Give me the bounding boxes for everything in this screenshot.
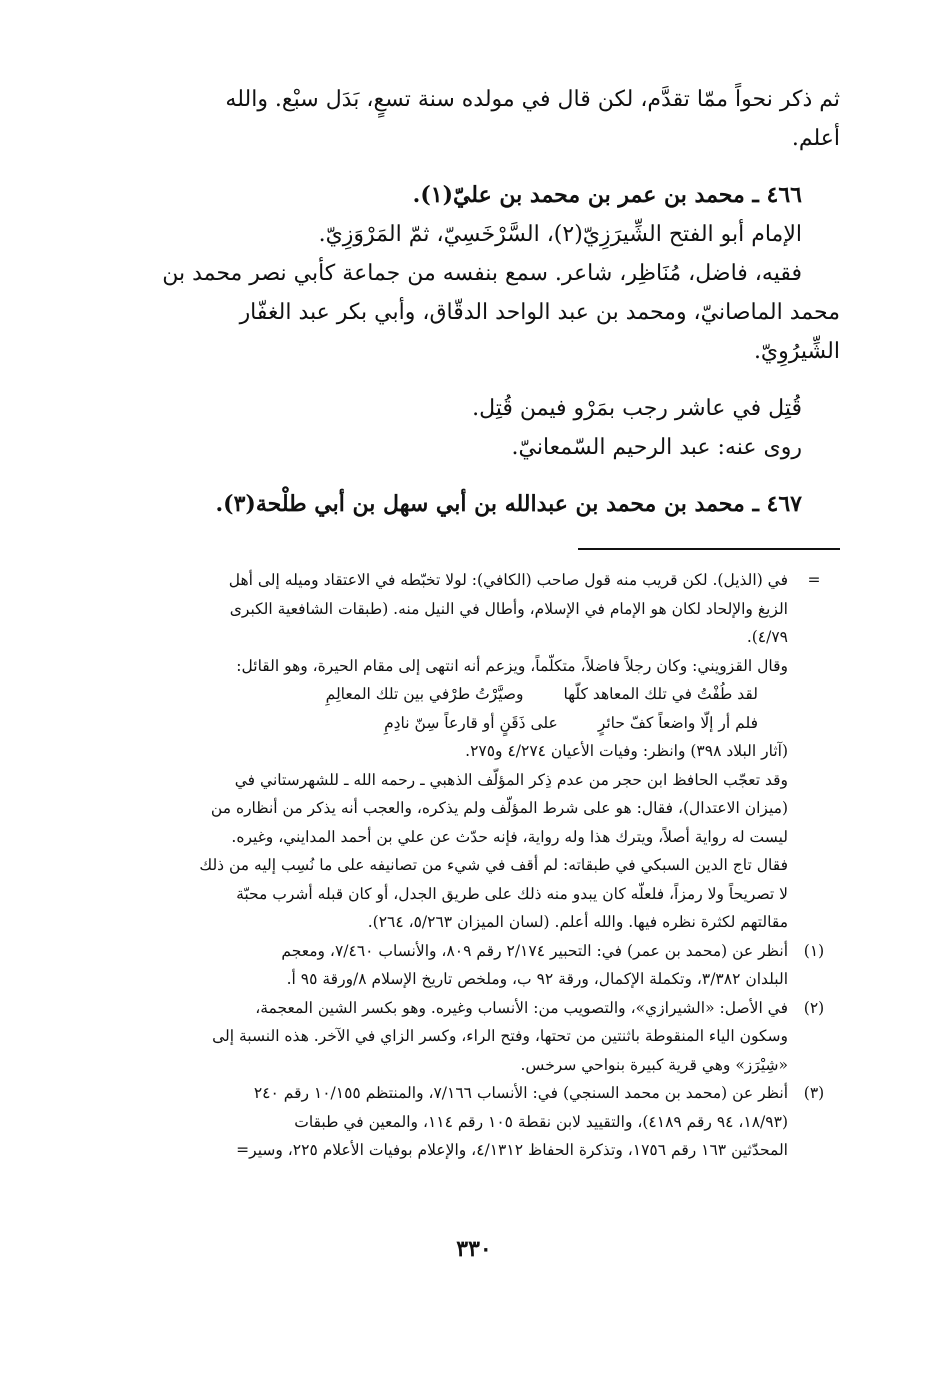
footnote-line: = في (الذيل). لكن قريب منه قول صاحب (الكافي): لولا تخبّطه في الاعتقاد وميله إلى أهل [118,566,840,595]
verse-first-hemistich: لقد طُفْتُ في تلك المعاهد كلّها [563,685,758,703]
footnote-line: وقال القزويني: وكان رجلاً فاضلاً، متكلّماً، ويزعم أنه انتهى إلى مقام الحيرة، وهو القائل: [236,656,788,675]
footnote-line: الزيغ والإلحاد لكان هو الإمام في الإسلام، وأطال في النيل منه. (طبقات الشافعية الكبرى [229,599,788,618]
footnote-line: لا تصريحاً ولا رمزاً، فلعلّه كان يبدو منه ذلك على طريق الجدل، أو كان قبله أشرب محبّة [236,884,788,903]
footnote-line: وسكون الياء المنقوطة باثنتين من تحتها، وفتح الراء، وكسر الزاي في الآخر. هذه النسبة إلى [212,1027,788,1045]
footnote-line: (آثار البلاد ٣٩٨) وانظر: وفيات الأعيان ٤/٢٧٤ و٢٧٥. [465,742,788,760]
verse-second-hemistich: على ذَقَنٍ أو قارعاً سِنّ نادِمِ [384,713,558,732]
verse-second-hemistich: وصيَّرْتُ طرْفي بين تلك المعالِمِ [325,685,524,703]
footnote-line: البلدان ٣/٣٨٢، وتكملة الإكمال، ورقة ٩٢ ب، وملخص تاريخ الإسلام ٨/ورقة ٩٥ أ. [286,970,788,988]
main-text [118,80,840,524]
text-line: فقيه، فاضل، مُنَاظِر، شاعر. سمع بنفسه من جماعة كأبي نصر محمد بن [162,261,802,286]
page-number: ٣٣٠ [456,1236,492,1262]
footnote-line: ليست له رواية أصلاً، ويترك هذا وله رواية، فإنه حدّث عن علي بن أحمد المدايني، وغيره. [231,827,788,846]
entry-heading-466: ٤٦٦ ـ محمد بن عمر بن محمد بن عليّ(١). [412,182,802,208]
poem-verse [118,680,840,709]
text-line: روى عنه: عبد الرحيم السّمعانيّ. [511,435,802,460]
footnote-line: فقال تاج الدين السبكي في طبقاته: لم أقف في شيء من تصانيفه على ما نُسِب إليه من ذلك [199,856,788,874]
continuation-mark: = [807,571,821,589]
text-line: قُتِل في عاشر رجب بمَرْو فيمن قُتِل. [472,396,802,421]
footnote-line: (١٨/٩٣، ٩٤ رقم ٤١٨٩)، والتقييد لابن نقطة ١٠٥ رقم ١١٤، والمعين في طبقات [294,1112,788,1131]
text-line: الإمام أبو الفتح الشِّيرَزِيّ(٢)، السَّرْخَسِيّ، ثمّ المَرْوَزِيّ. [318,222,802,247]
footnote-separator [578,548,840,550]
footnote-number: (٢) [803,998,825,1017]
text-line: أعلم. [791,126,840,151]
footnote-line: المحدّثين ١٦٣ رقم ١٧٥٦، وتذكرة الحفاظ ٤/١٣١٢، والإعلام بوفيات الأعلام ٢٢٥، وسير= [236,1141,788,1159]
footnote-line: ٤/٧٩). [746,628,788,646]
footnote-line: وقد تعجّب الحافظ ابن حجر من عدم ذِكر المؤلّف الذهبي ـ رحمه الله ـ للشهرستاني في [234,770,788,789]
footnote-3: (٣) أنظر عن (محمد بن محمد السنجي) في: الأنساب ٧/١٦٦، والمنتظم ١٠/١٥٥ رقم ٢٤٠ [118,1079,840,1108]
footnote-2: (٢) في الأصل: «الشيرازي»، والتصويب من: الأنساب وغيره. وهو بكسر الشين المعجمة، [118,994,840,1023]
text-line: محمد الماصانيّ، ومحمد بن عبد الواحد الدقّاق، وأبي بكر عبد الغفّار [239,300,840,325]
footnote-line: مقالتهم لكثرة نظره فيها. والله أعلم. (لسان الميزان ٥/٢٦٣، ٢٦٤). [367,913,788,931]
text-line: الشِّيرُوِيّ. [753,339,840,364]
footnote-number: (١) [803,941,825,960]
footnote-line: «شِيْرَز» وهي قرية كبيرة بنواحي سرخس. [520,1055,788,1074]
footnote-1: (١) أنظر عن (محمد بن عمر) في: التحبير ٢/١٧٤ رقم ٨٠٩، والأنساب ٧/٤٦٠، ومعجم [118,937,840,966]
poem-verse [118,709,840,738]
verse-first-hemistich: فلم أر إلّا واضعاً كفّ حائرٍ [597,713,758,732]
footnotes [118,566,840,1165]
footnote-line: (ميزان الاعتدال)، فقال: هو على شرط المؤلّف ولم يذكره، والعجب أنه يذكر من أنظاره من [210,799,788,817]
entry-heading-467: ٤٦٧ ـ محمد بن محمد بن عبدالله بن أبي سهل بن أبي طلْحة(٣). [215,491,802,517]
footnote-number: (٣) [803,1084,825,1102]
text-line: ثم ذكر نحواً ممّا تقدَّم، لكن قال في مولده سنة تسعٍ، بَدَل سبْع. والله [225,87,840,112]
